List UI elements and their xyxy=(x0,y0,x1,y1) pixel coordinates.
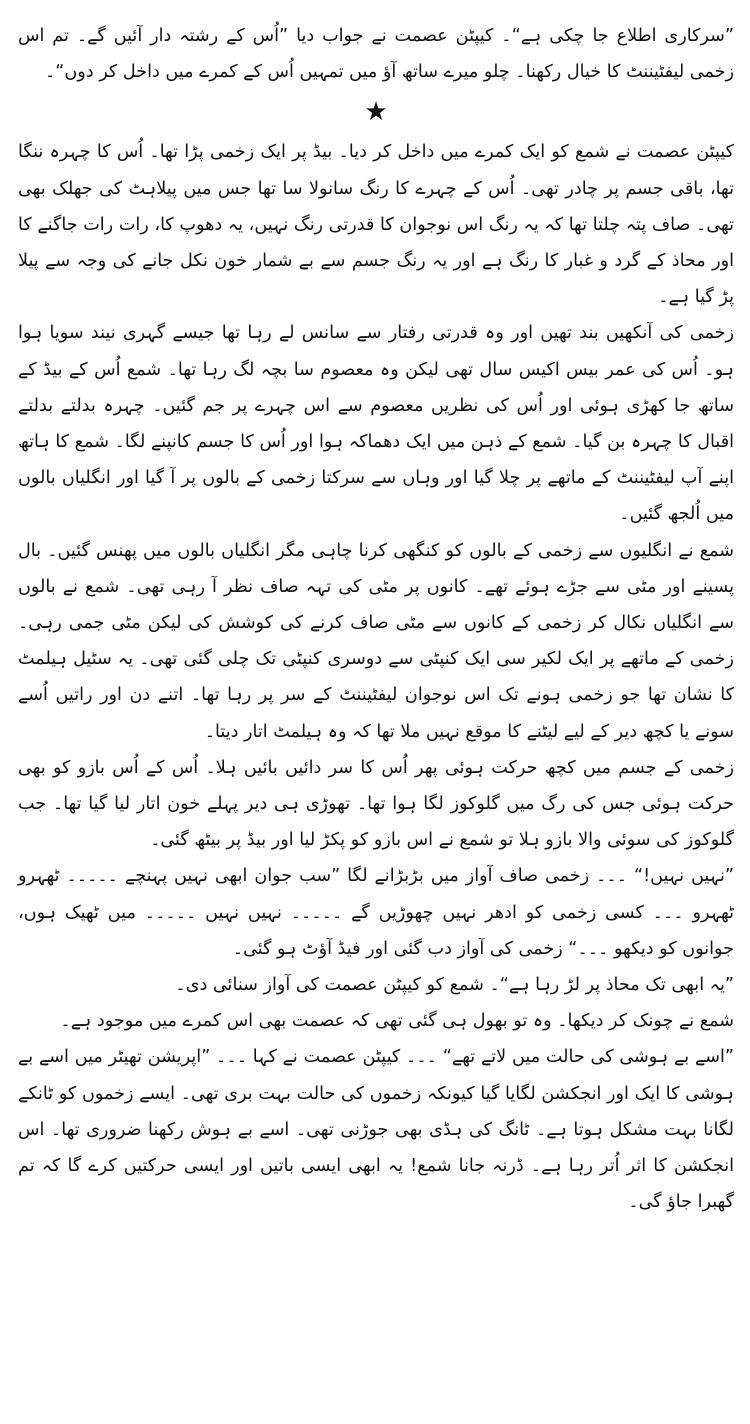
paragraph-1: کیپٹن عصمت نے شمع کو ایک کمرے میں داخل کر دیا۔ بیڈ پر ایک زخمی پڑا تھا۔ اُس کا چہرہ ننگا تھا، باقی جسم پر چادر تھی۔ اُس کے چہرے کا رنگ سانولا سا تھا جس میں پیلاہٹ کی جھلک بھی تھی۔ صاف پتہ چلتا تھا کہ یہ رنگ اس نوجوان کا قدرتی رنگ نہیں، یہ دھوپ کا، رات رات جاگنے کا اور محاذ کے گرد و غبار کا رنگ ہے اور یہ رنگ جسم سے بے شمار خون نکل جانے کی وجہ سے پیلا پڑ گیا ہے۔ xyxy=(18,142,734,308)
paragraph-8: ”اسے بے ہوشی کی حالت میں لاتے تھے“ ۔۔۔ کیپٹن عصمت نے کہا ۔۔۔ ”اپریشن تھیٹر میں اسے بے ہوشی کا ایک اور انجکشن لگایا گیا کیونکہ زخموں کی حالت بہت بری تھی۔ ایسے زخموں کو ٹانکے لگانا بہت مشکل ہوتا ہے۔ ٹانگ کی ہڈی بھی جوڑنی تھی۔ اسے بے ہوش رکھنا ضروری تھا۔ اس انجکشن کا اثر اُتر رہا ہے۔ ڈرنہ جانا شمع! یہ ابھی ایسی باتیں اور ایسی حرکتیں کرے گا کہ تم گھبرا جاؤ گی۔ xyxy=(18,1047,734,1213)
star-separator-icon: ★ xyxy=(364,97,388,128)
paragraph-5: ”نہیں نہیں!“ ۔۔۔ زخمی صاف آواز میں بڑبڑانے لگا ”سب جوان ابھی نہیں پہنچے ۔۔۔۔۔ ٹھہرو ٹھہرو ۔۔۔ کسی زخمی کو ادھر نہیں چھوڑیں گے ۔۔۔۔۔ نہیں نہیں ۔۔۔۔۔ میں ٹھیک ہوں، جوانوں کو دیکھو ۔۔۔“ زخمی کی آواز دب گئی اور فیڈ آؤٹ ہو گئی۔ xyxy=(18,866,734,959)
paragraph-3: شمع نے انگلیوں سے زخمی کے بالوں کو کنگھی کرنا چاہی مگر انگلیاں بالوں میں پھنس گئیں۔ بال پسینے اور مٹی سے جڑے ہوئے تھے۔ کانوں پر مٹی کی تہہ صاف نظر آ رہی تھی۔ شمع نے بالوں سے انگلیاں نکال کر زخمی کے کانوں سے مٹی صاف کرنے کی کوشش کی لیکن مٹی جمی رہی۔ زخمی کے ماتھے پر ایک لکیر سی ایک کنپٹی سے دوسری کنپٹی تک چلی گئی تھی۔ یہ سٹیل ہیلمٹ کا نشان تھا جو زخمی ہونے تک اس نوجوان لیفٹیننٹ کے سر پر رہا تھا۔ اتنے دن اور راتیں اُسے سونے یا کچھ دیر کے لیے لیٹنے کا موقع نہیں ملا تھا کہ وہ ہیلمٹ اتار دیتا۔ xyxy=(18,540,734,742)
opening-paragraph: ”سرکاری اطلاع جا چکی ہے“۔ کیپٹن عصمت نے جواب دیا ”اُس کے رشتہ دار آئیں گے۔ تم اس زخمی لیفٹیننٹ کا خیال رکھنا۔ چلو میرے ساتھ آؤ میں تمہیں اُس کے کمرے میں داخل کر دوں“۔ xyxy=(18,26,734,83)
paragraph-4: زخمی کے جسم میں کچھ حرکت ہوئی پھر اُس کا سر دائیں بائیں ہلا۔ اُس کے اُس بازو کو بھی حرکت ہوئی جس کی رگ میں گلوکوز لگا ہوا تھا۔ تھوڑی ہی دیر پہلے خون اتار لیا گیا تھا۔ جب گلوکوز کی سوئی والا بازو ہلا تو شمع نے اس بازو کو پکڑ لیا اور بیڈ پر بیٹھ گئی۔ xyxy=(18,757,734,851)
paragraph-6: ”یہ ابھی تک محاذ پر لڑ رہا ہے“۔ شمع کو کیپٹن عصمت کی آواز سنائی دی۔ xyxy=(175,975,734,996)
paragraph-7: شمع نے چونک کر دیکھا۔ وہ تو بھول ہی گئی تھی کہ عصمت بھی اس کمرے میں موجود ہے۔ xyxy=(60,1011,734,1032)
paragraph-2: زخمی کی آنکھیں بند تھیں اور وہ قدرتی رفتار سے سانس لے رہا تھا جیسے گہری نیند سویا ہوا ہو۔ اُس کی عمر بیس اکیس سال تھی لیکن وہ معصوم سا بچہ لگ رہا تھا۔ شمع اُس کے بیڈ کے ساتھ جا کھڑی ہوئی اور اُس کی نظریں معصوم سے اس چہرے پر جم گئیں۔ چہرہ بدلتے بدلتے اقبال کا چہرہ بن گیا۔ شمع کے ذہن میں ایک دھماکہ ہوا اور اُس کا جسم کانپنے لگا۔ شمع کا ہاتھ اپنے آپ لیفٹیننٹ کے ماتھے پر چلا گیا اور وہاں سے سرکتا زخمی کے بالوں پر آ گیا اور انگلیاں بالوں میں اُلجھ گئیں۔ xyxy=(18,323,734,525)
